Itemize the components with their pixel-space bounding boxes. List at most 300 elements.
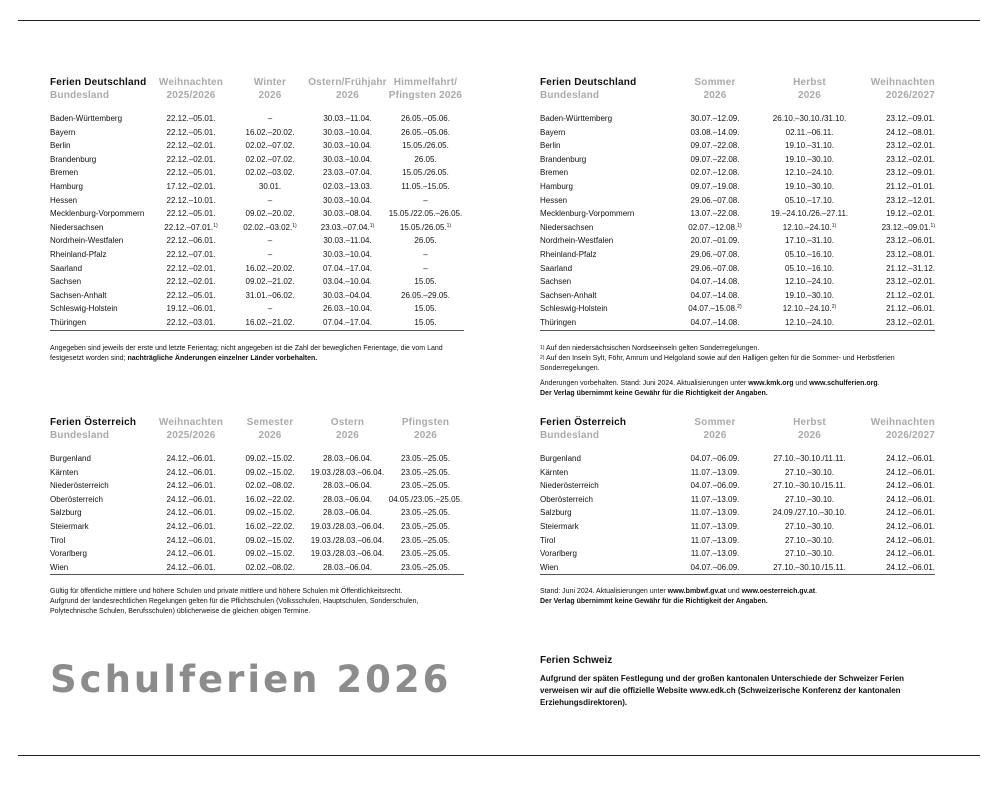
table-row (50, 479, 464, 493)
table-cell: 24.12.–06.01. (886, 481, 935, 491)
row-label: Niederösterreich (50, 481, 109, 491)
footnotes-de-right (540, 344, 935, 399)
table-row (540, 466, 935, 480)
table-cell: 19.10.–30.10. (785, 181, 834, 191)
table-cell: 27.10.–30.10. (785, 467, 834, 477)
table-cell: 30.03.–10.04. (323, 195, 372, 205)
table-row (50, 262, 464, 276)
row-label: Nordrhein-Westfalen (50, 236, 124, 246)
row-label: Wien (540, 562, 559, 572)
table-row (50, 493, 464, 507)
table-cell: 28.03.–06.04. (323, 494, 372, 504)
table-row (50, 194, 464, 208)
row-label: Baden-Württemberg (540, 114, 613, 123)
table-row (540, 302, 935, 316)
row-label: Oberösterreich (50, 494, 103, 504)
table-cell: 28.03.–06.04. (323, 508, 372, 518)
row-label: Saarland (540, 263, 573, 273)
schweiz-text: Aufgrund der späten Festlegung und der großen kantonalen Unterschiede der Schweizer Ferien verweisen wir auf die offizielle Website www.edk.ch (Schweizerische Konferenz der kantonalen Erziehungsdirektoren). (540, 674, 905, 707)
table-cell: 24.12.–06.01. (886, 467, 935, 477)
table-row (50, 466, 464, 480)
table-cell: 21.12.–01.01. (886, 181, 935, 191)
row-label: Salzburg (540, 508, 572, 518)
table-row (540, 221, 935, 235)
table-cell: 27.10.–30.10./15.11. (773, 562, 846, 572)
table-de-right (540, 76, 935, 337)
column-header: Herbst 2026 (793, 417, 826, 441)
table-cell: 24.12.–06.01. (886, 521, 935, 531)
table-title: Ferien Deutschland Bundesland (540, 77, 637, 101)
table-cell: 24.12.–06.01. (166, 549, 216, 559)
table-cell: 04.07.–15.08.$^{2)}$ (688, 304, 742, 314)
table-cell: 23.12.–02.01. (886, 317, 935, 327)
table-cell: 09.07.–22.08. (690, 154, 740, 164)
table-cell: 23.03.–07.04. (323, 168, 372, 178)
table-cell: 24.12.–06.01. (166, 467, 216, 477)
footnote-1: $^{1)}$ Auf den niedersächsischen Nordseeinseln gelten Sonderregelungen. (540, 345, 760, 352)
table-cell: 26.05. (414, 154, 437, 164)
update-note: Änderungen vorbehalten. Stand: Juni 2024. Aktualisierungen unter www.kmk.org und www.schulferien.org. (540, 380, 880, 387)
table-row (540, 561, 935, 575)
table-cell: 24.12.–06.01. (886, 454, 935, 463)
table-cell: 04.07.–06.09. (690, 562, 740, 572)
footnote-marker: 1) (292, 222, 297, 229)
table-row (50, 561, 464, 575)
update-note: Stand: Juni 2024. Aktualisierungen unter www.bmbwf.gv.at und www.oesterreich.gv.at. (540, 588, 818, 595)
table-cell: 02.07.–12.08. (690, 168, 740, 178)
table-row (50, 207, 464, 221)
note-at-right (540, 587, 935, 607)
row-label: Kärnten (50, 467, 79, 477)
table-cell: 09.02.–15.02. (245, 549, 295, 559)
footnote-marker: 1) (831, 222, 837, 229)
table-cell: 22.12.–02.01. (166, 141, 216, 151)
table-cell: 19.–24.10./26.–27.11. (770, 209, 849, 219)
table-cell: 02.02.–08.02. (245, 481, 295, 491)
footnote-marker: 1) (737, 222, 742, 229)
note-de-left: Angegeben sind jeweils der erste und letzte Ferientag; nicht angegeben ist die Zahl der beweglichen Ferientage, die vom Land festgesetzt worden sind; nachträgliche Änderungen einzelner Länder vorbehalten. (50, 345, 443, 362)
table-cell: 04.07.–06.09. (690, 454, 740, 463)
row-label: Wien (50, 562, 69, 572)
table-row (540, 248, 935, 262)
table-cell: 04.05./23.05.–25.05. (388, 494, 463, 504)
table-cell: 23.12.–02.01. (886, 277, 935, 287)
table-cell: 23.12.–02.01. (886, 154, 935, 164)
table-cell: 12.10.–24.10.$^{1)}$ (782, 222, 837, 232)
table-cell: 11.07.–13.09. (690, 467, 740, 477)
footnote-marker: 1) (213, 222, 218, 229)
table-row (50, 534, 464, 548)
table-row (50, 234, 464, 248)
footnote-marker: 1) (930, 222, 935, 229)
table-cell: 15.05. (414, 317, 437, 327)
table-cell: 11.07.–13.09. (690, 535, 740, 545)
table-cell: 28.03.–06.04. (323, 481, 372, 491)
table-cell: 11.05.–15.05. (401, 181, 450, 191)
table-row (540, 316, 935, 330)
table-cell: 23.05.–25.05. (401, 549, 450, 559)
link-kmk[interactable]: www.kmk.org (748, 380, 794, 387)
table-cell: 19.03./28.03.–06.04. (310, 549, 385, 559)
table-cell: 27.10.–30.10./15.11. (773, 481, 846, 491)
row-label: Kärnten (540, 467, 569, 477)
table-cell: 02.11.–06.11. (785, 127, 834, 137)
row-label: Steiermark (540, 521, 579, 531)
row-label: Berlin (540, 141, 561, 151)
row-label: Brandenburg (50, 154, 97, 164)
row-label: Saarland (50, 263, 83, 273)
row-label: Hessen (50, 195, 78, 205)
table-row (50, 547, 464, 561)
table-title: Ferien Österreich Bundesland (540, 417, 627, 441)
table-row (50, 289, 464, 303)
table-row (50, 302, 464, 316)
table-row (50, 506, 464, 520)
table-row (540, 275, 935, 289)
row-label: Hessen (540, 195, 568, 205)
row-label: Sachsen-Anhalt (50, 290, 107, 300)
table-cell: 02.02.–07.02. (245, 154, 295, 164)
table-cell: 20.07.–01.09. (690, 236, 740, 246)
table-cell: 24.12.–06.01. (166, 535, 216, 545)
row-label: Tirol (50, 535, 66, 545)
table-row (540, 452, 935, 466)
table-cell: 27.10.–30.10. (785, 535, 834, 545)
row-label: Baden-Württemberg (50, 114, 123, 123)
table-cell: 30.03.–11.04. (323, 236, 372, 246)
table-cell: 21.12.–06.01. (886, 304, 935, 314)
column-header: Weihnachten 2026/2027 (870, 417, 935, 441)
table-cell: 24.12.–06.01. (166, 562, 216, 572)
column-header: Ostern/Frühjahr 2026 (308, 77, 387, 101)
table-cell: 17.12.–02.01. (166, 181, 216, 191)
table-cell: 30.01. (258, 181, 282, 191)
row-label: Bayern (50, 127, 76, 137)
table-cell: 23.05.–25.05. (401, 467, 450, 477)
table-cell: 09.02.–15.02. (245, 467, 295, 477)
table-cell: 24.12.–06.01. (166, 508, 216, 518)
column-header: Pfingsten 2026 (401, 417, 450, 441)
row-label: Rheinland-Pfalz (540, 249, 597, 259)
table-cell: 05.10.–16.10. (785, 263, 834, 273)
table-cell: 02.02.–03.02. (245, 168, 295, 178)
table-cell: 16.02.–22.02. (245, 521, 295, 531)
table-cell: 27.10.–30.10. (785, 549, 834, 559)
table-row (540, 547, 935, 561)
column-header: Weihnachten 2025/2026 (158, 417, 224, 441)
row-label: Hamburg (50, 181, 83, 191)
table-row (540, 234, 935, 248)
row-label: Niederösterreich (540, 481, 599, 491)
table-row (50, 112, 464, 126)
table-cell: 30.07.–12.09. (690, 114, 740, 123)
footnote-marker: 2) (737, 304, 742, 311)
table-cell: 12.10.–24.10. (785, 277, 834, 287)
table-cell: 02.02.–07.02. (245, 141, 295, 151)
table-cell: 23.05.–25.05. (401, 454, 450, 463)
table-cell: 26.10.–30.10./31.10. (772, 114, 847, 123)
table-cell: 30.03.–10.04. (323, 141, 372, 151)
table-cell: – (267, 236, 273, 246)
table-cell: 22.12.–02.01. (166, 263, 216, 273)
table-row (540, 479, 935, 493)
row-label: Sachsen (50, 277, 82, 287)
table-row (50, 275, 464, 289)
table-cell: 23.05.–25.05. (401, 508, 450, 518)
table-row (540, 289, 935, 303)
table-cell: 12.10.–24.10.$^{2)}$ (782, 304, 837, 314)
footnote-marker: 1) (369, 222, 375, 229)
link-oesterreich[interactable]: www.oesterreich.gv.at (741, 588, 816, 595)
row-label: Oberösterreich (540, 494, 593, 504)
table-cell: 22.12.–05.01. (166, 127, 216, 137)
table-cell: 07.04.–17.04. (323, 317, 372, 327)
row-label: Schleswig-Holstein (540, 304, 608, 314)
table-cell: 30.03.–08.04. (323, 209, 372, 219)
column-header: Sommer 2026 (694, 77, 736, 101)
table-cell: 24.12.–06.01. (886, 494, 935, 504)
column-header: Sommer 2026 (694, 417, 736, 441)
table-cell: 19.03./28.03.–06.04. (310, 521, 385, 531)
table-cell: 30.03.–10.04. (323, 127, 372, 137)
table-cell: 19.12.–02.01. (886, 209, 935, 219)
table-cell: 11.07.–13.09. (690, 508, 740, 518)
table-cell: 15.05. (414, 304, 437, 314)
table-cell: 02.07.–12.08.$^{1)}$ (688, 222, 742, 232)
table-cell: 15.05./22.05.–26.05. (388, 209, 463, 219)
column-header: Himmelfahrt/ Pfingsten 2026 (388, 77, 463, 101)
table-cell: 23.05.–25.05. (401, 481, 450, 491)
table-row (540, 194, 935, 208)
table-cell: 12.10.–24.10. (785, 168, 834, 178)
row-label: Sachsen-Anhalt (540, 290, 597, 300)
table-cell: – (267, 195, 273, 205)
table-title: Ferien Deutschland Bundesland (50, 77, 147, 101)
table-de-left (50, 76, 464, 337)
table-cell: 22.12.–02.01. (166, 154, 216, 164)
table-cell: 24.12.–06.01. (886, 562, 935, 572)
table-cell: 16.02.–21.02. (245, 317, 295, 327)
table-row (50, 520, 464, 534)
table-cell: – (267, 114, 273, 123)
table-cell: 11.07.–13.09. (690, 494, 740, 504)
table-cell: 11.07.–13.09. (690, 521, 740, 531)
table-cell: 03.04.–10.04. (323, 277, 372, 287)
table-cell: 04.07.–14.08. (690, 317, 740, 327)
table-title: Ferien Österreich Bundesland (50, 417, 137, 441)
table-cell: 22.12.–05.01. (166, 114, 216, 123)
table-cell: 02.02.–03.02.$^{1)}$ (243, 222, 297, 232)
table-row (540, 493, 935, 507)
table-cell: 29.06.–07.08. (690, 263, 740, 273)
table-cell: 28.03.–06.04. (323, 454, 372, 463)
row-label: Thüringen (50, 317, 87, 327)
page-title: Schulferien 2026 (50, 658, 452, 701)
table-cell: 23.12.–06.01. (886, 236, 935, 246)
table-cell: – (267, 304, 273, 314)
table-cell: 19.10.–30.10. (785, 154, 834, 164)
table-cell: 30.03.–11.04. (323, 114, 372, 123)
table-cell: 31.01.–06.02. (245, 290, 295, 300)
column-header: Weihnachten 2026/2027 (870, 77, 935, 101)
column-header: Semester 2026 (246, 417, 294, 441)
footnote-marker: 1) (446, 222, 452, 229)
table-cell: 23.12.–08.01. (886, 249, 935, 259)
table-cell: 02.02.–08.02. (245, 562, 295, 572)
table-row (540, 262, 935, 276)
table-cell: 27.10.–30.10./11.11. (773, 454, 846, 463)
table-cell: 22.12.–06.01. (166, 236, 216, 246)
table-cell: 13.07.–22.08. (690, 209, 740, 219)
column-header: Ostern 2026 (330, 417, 365, 441)
table-cell: 19.10.–31.10. (785, 141, 834, 151)
table-cell: 16.02.–20.02. (245, 263, 295, 273)
table-row (50, 180, 464, 194)
row-label: Burgenland (540, 454, 581, 463)
row-label: Bremen (540, 168, 569, 178)
table-row (540, 180, 935, 194)
table-cell: 22.12.–03.01. (166, 317, 216, 327)
table-row (50, 166, 464, 180)
row-label: Tirol (540, 535, 556, 545)
table-cell: 22.12.–07.01. (166, 249, 216, 259)
table-cell: 22.12.–07.01.$^{1)}$ (164, 222, 218, 232)
row-label: Salzburg (50, 508, 82, 518)
table-cell: 23.05.–25.05. (401, 535, 450, 545)
table-cell: 26.05.–29.05. (401, 290, 450, 300)
table-cell: 22.12.–05.01. (166, 209, 216, 219)
table-cell: 24.12.–06.01. (886, 535, 935, 545)
table-cell: 24.12.–06.01. (166, 454, 216, 463)
table-cell: 24.12.–06.01. (886, 508, 935, 518)
footnote-marker: 2) (831, 304, 837, 311)
table-cell: 26.05. (414, 236, 437, 246)
footnote-2: $^{2)}$ Auf den Inseln Sylt, Föhr, Amrum und Helgoland sowie auf den Halligen gelten für die Sommer- und Herbstferien Sonderregelungen. (540, 355, 895, 372)
table-row (540, 112, 935, 126)
row-label: Nordrhein-Westfalen (540, 236, 614, 246)
link-bmbwf[interactable]: www.bmbwf.gv.at (667, 588, 726, 595)
table-cell: – (267, 249, 273, 259)
schweiz-title: Ferien Schweiz (540, 655, 613, 666)
table-cell: 27.10.–30.10. (785, 494, 834, 504)
table-cell: 23.12.–12.01. (886, 195, 935, 205)
row-label: Rheinland-Pfalz (50, 249, 107, 259)
table-cell: 28.03.–06.04. (323, 562, 372, 572)
table-row (50, 316, 464, 330)
table-cell: 26.03.–10.04. (323, 304, 372, 314)
table-cell: 24.12.–08.01. (886, 127, 935, 137)
table-cell: 05.10.–17.10. (785, 195, 834, 205)
table-cell: 24.09./27.10.–30.10. (772, 508, 847, 518)
table-cell: 09.02.–15.02. (245, 535, 295, 545)
table-cell: 24.12.–06.01. (886, 549, 935, 559)
table-cell: 30.03.–04.04. (323, 290, 372, 300)
row-label: Burgenland (50, 454, 91, 463)
table-at-right (540, 416, 935, 581)
table-cell: – (423, 195, 428, 205)
column-header: Winter 2026 (253, 77, 287, 101)
table-cell: 23.12.–09.01. (886, 114, 935, 123)
table-row (540, 207, 935, 221)
table-cell: 16.02.–20.02. (245, 127, 295, 137)
table-row (50, 126, 464, 140)
table-cell: 05.10.–16.10. (785, 249, 834, 259)
table-cell: 24.12.–06.01. (166, 481, 216, 491)
table-cell: 23.12.–09.01.$^{1)}$ (881, 222, 935, 232)
table-cell: 04.07.–14.08. (690, 290, 740, 300)
table-cell: 21.12.–02.01. (886, 290, 935, 300)
table-row (50, 248, 464, 262)
table-cell: 09.02.–15.02. (245, 508, 295, 518)
table-row (540, 166, 935, 180)
table-cell: 29.06.–07.08. (690, 249, 740, 259)
row-label: Berlin (50, 141, 71, 151)
table-cell: 21.12.–31.12. (886, 263, 935, 273)
table-cell: – (423, 263, 428, 273)
table-cell: 19.12.–06.01. (166, 304, 216, 314)
table-row (540, 153, 935, 167)
table-cell: 17.10.–31.10. (785, 236, 834, 246)
column-header: Weihnachten 2025/2026 (158, 77, 224, 101)
table-cell: 24.12.–06.01. (166, 494, 216, 504)
link-schulferien[interactable]: www.schulferien.org (809, 380, 878, 387)
table-cell: 12.10.–24.10. (785, 317, 834, 327)
row-label: Niedersachsen (540, 222, 594, 232)
row-label: Bremen (50, 168, 79, 178)
table-row (50, 153, 464, 167)
row-label: Steiermark (50, 521, 89, 531)
table-cell: 22.12.–05.01. (166, 168, 216, 178)
table-cell: 03.08.–14.09. (690, 127, 740, 137)
table-cell: 23.03.–07.04.$^{1)}$ (320, 222, 375, 232)
table-cell: 29.06.–07.08. (690, 195, 740, 205)
table-row (50, 452, 464, 466)
table-row (50, 139, 464, 153)
table-cell: 27.10.–30.10. (785, 521, 834, 531)
table-cell: 26.05.–05.06. (401, 114, 450, 123)
table-cell: 30.03.–10.04. (323, 249, 372, 259)
row-label: Vorarlberg (540, 549, 577, 559)
row-label: Hamburg (540, 181, 573, 191)
table-cell: 19.03./28.03.–06.04. (310, 467, 385, 477)
table-row (50, 221, 464, 235)
row-label: Vorarlberg (50, 549, 87, 559)
table-cell: 23.05.–25.05. (401, 521, 450, 531)
table-cell: 23.12.–02.01. (886, 141, 935, 151)
table-cell: 15.05./26.05. (402, 168, 449, 178)
note-at-left: Gültig für öffentliche mittlere und höhere Schulen und private mittlere und höhere Schulen mit Öffentlichkeitsrecht. Aufgrund der landesrechtlichen Regelungen gelten für die Pflichtschulen (Volksschulen, Hauptschulen, Sonderschulen, Polytechnische Schulen, Berufsschulen) üblicherweise die gleichen obigen Termine. (50, 588, 419, 615)
table-at-left (50, 416, 464, 581)
table-cell: 04.07.–14.08. (690, 277, 740, 287)
table-row (540, 506, 935, 520)
table-cell: 07.04.–17.04. (323, 263, 372, 273)
table-cell: 09.07.–19.08. (690, 181, 740, 191)
table-row (540, 520, 935, 534)
table-cell: 09.07.–22.08. (690, 141, 740, 151)
table-cell: 23.05.–25.05. (401, 562, 450, 572)
table-cell: 09.02.–20.02. (245, 209, 295, 219)
table-cell: 15.05. (414, 277, 437, 287)
table-cell: 22.12.–05.01. (166, 290, 216, 300)
row-label: Sachsen (540, 277, 572, 287)
table-cell: 26.05.–05.06. (401, 127, 450, 137)
table-row (540, 534, 935, 548)
row-label: Mecklenburg-Vorpommern (540, 209, 635, 219)
table-cell: 22.12.–02.01. (166, 277, 216, 287)
disclaimer: Der Verlag übernimmt keine Gewähr für die Richtigkeit der Angaben. (540, 390, 768, 397)
row-label: Niedersachsen (50, 222, 104, 232)
table-cell: 09.02.–15.02. (245, 454, 295, 463)
